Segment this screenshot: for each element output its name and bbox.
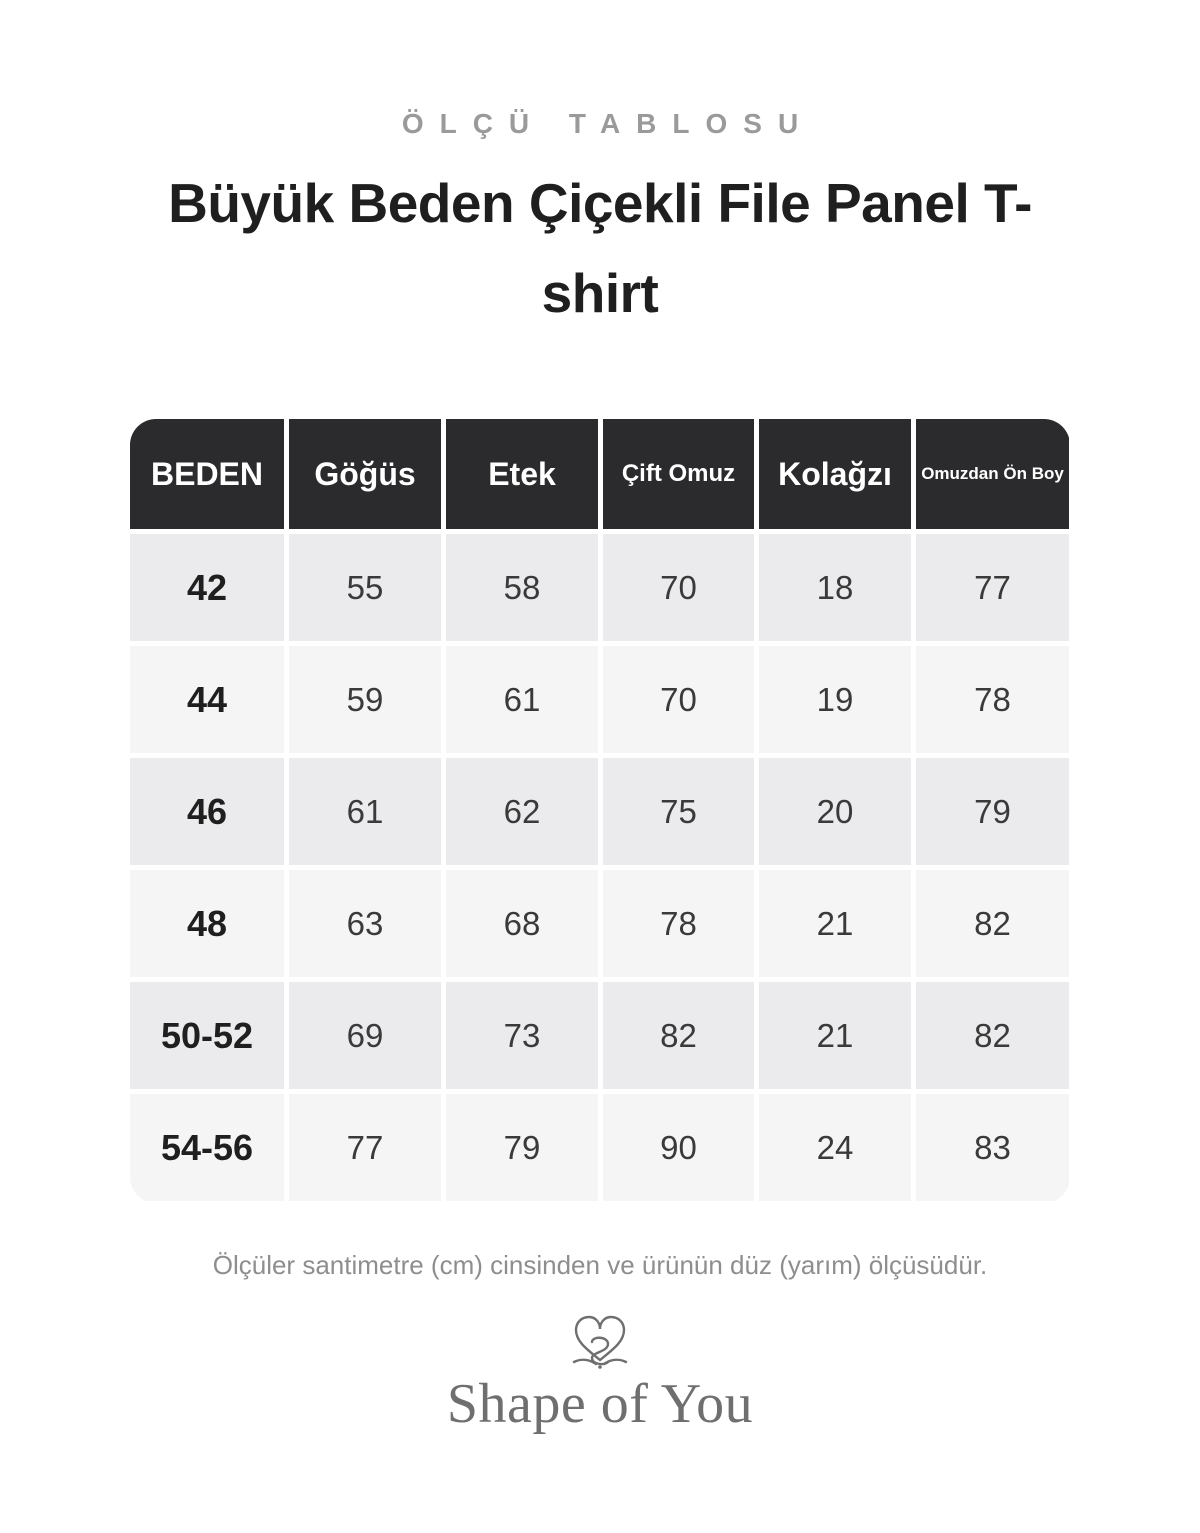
table-cell: 70 <box>603 646 754 753</box>
table-cell: 61 <box>446 646 598 753</box>
table-cell: 79 <box>916 758 1069 865</box>
table-cell: 79 <box>446 1094 598 1201</box>
table-cell: 90 <box>603 1094 754 1201</box>
section-eyebrow: ÖLÇÜ TABLOSU <box>401 108 815 139</box>
table-cell-size: 48 <box>130 870 284 977</box>
table-cell: 70 <box>603 534 754 641</box>
column-header-etek: Etek <box>446 419 598 529</box>
table-cell: 82 <box>603 982 754 1089</box>
size-table <box>130 419 1070 1203</box>
table-cell-size: 46 <box>130 758 284 865</box>
table-cell: 21 <box>759 870 911 977</box>
table-cell-size: 54-56 <box>130 1094 284 1201</box>
table-cell: 61 <box>289 758 441 865</box>
table-cell: 18 <box>759 534 911 641</box>
column-header-omuzdan-on-boy: Omuzdan Ön Boy <box>916 419 1069 529</box>
table-cell: 62 <box>446 758 598 865</box>
measurement-note: Ölçüler santimetre (cm) cinsinden ve ürünün düz (yarım) ölçüsüdür. <box>212 1250 988 1280</box>
table-cell: 77 <box>916 534 1069 641</box>
table-cell: 69 <box>289 982 441 1089</box>
table-cell: 63 <box>289 870 441 977</box>
column-header-cift-omuz: Çift Omuz <box>603 419 754 529</box>
table-cell: 78 <box>603 870 754 977</box>
table-cell: 19 <box>759 646 911 753</box>
table-cell: 68 <box>446 870 598 977</box>
table-cell: 55 <box>289 534 441 641</box>
table-cell: 59 <box>289 646 441 753</box>
table-cell: 75 <box>603 758 754 865</box>
table-cell: 73 <box>446 982 598 1089</box>
table-cell-size: 44 <box>130 646 284 753</box>
heart-swirl-logo-icon <box>568 1312 632 1370</box>
column-header-beden: BEDEN <box>130 419 284 529</box>
table-cell: 83 <box>916 1094 1069 1201</box>
table-cell: 20 <box>759 758 911 865</box>
table-cell: 78 <box>916 646 1069 753</box>
brand-logo-text: Shape of You <box>446 1373 754 1435</box>
column-header-gogus: Göğüs <box>289 419 441 529</box>
table-cell: 82 <box>916 870 1069 977</box>
table-cell-size: 42 <box>130 534 284 641</box>
table-cell-size: 50-52 <box>130 982 284 1089</box>
column-header-kolagzi: Kolağzı <box>759 419 911 529</box>
page-title: Büyük Beden Çiçekli File Panel T-shirt <box>168 172 1032 324</box>
table-cell: 58 <box>446 534 598 641</box>
table-cell: 24 <box>759 1094 911 1201</box>
table-cell: 77 <box>289 1094 441 1201</box>
table-cell: 21 <box>759 982 911 1089</box>
table-cell: 82 <box>916 982 1069 1089</box>
